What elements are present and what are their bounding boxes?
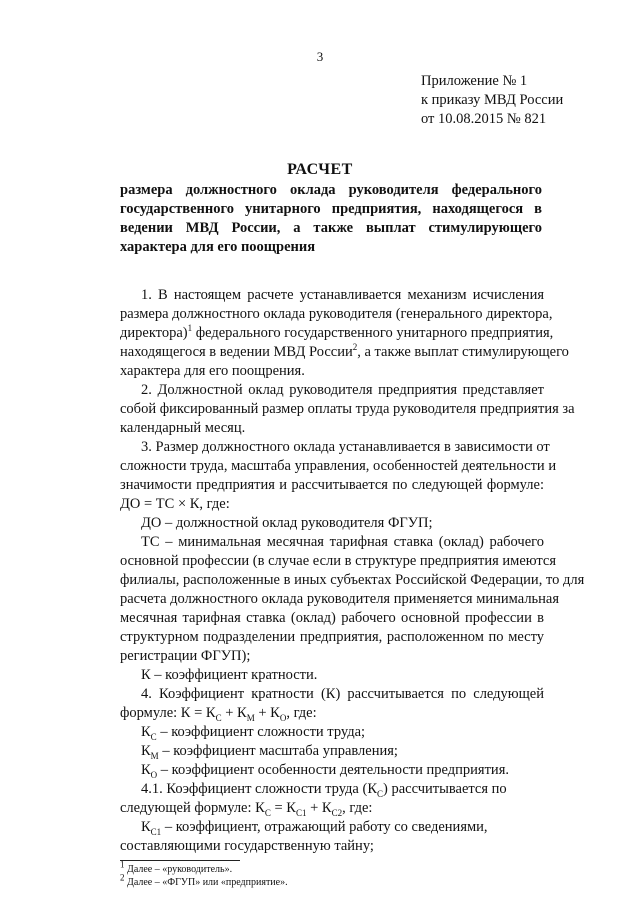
appendix-line-3: от 10.08.2015 № 821 bbox=[421, 111, 547, 127]
document-subtitle: размера должностного оклада руководителя федерального государственного унитарного предприятия, находящегося в ведении МВД России, а также выплат стимулирующего характера для его поощрения bbox=[120, 182, 542, 255]
body-line: 1. В настоящем расчете устанавливается механизм исчисления bbox=[141, 287, 544, 303]
document-title: РАСЧЕТ bbox=[287, 161, 353, 178]
body-line: филиалы, расположенные в иных субъектах Российской Федерации, то для bbox=[120, 572, 585, 588]
body-line: значимости предприятия и рассчитывается по следующей формуле: bbox=[120, 477, 544, 493]
body-line: составляющими государственную тайну; bbox=[120, 838, 374, 854]
page-number: 3 bbox=[316, 49, 324, 64]
definition-line: ТС – минимальная месячная тарифная ставка (оклад) рабочего bbox=[141, 534, 544, 550]
footnote-ref: 1 bbox=[187, 323, 193, 334]
body-line: размера должностного оклада руководителя (генерального директора, bbox=[120, 306, 553, 322]
body-line: основной профессии (в случае если в структуре предприятия имеются bbox=[120, 553, 557, 569]
appendix-line-2: к приказу МВД России bbox=[421, 92, 564, 108]
definition-line: ДО – должностной оклад руководителя ФГУП; bbox=[141, 515, 433, 531]
body-line: сложности труда, масштаба управления, особенностей деятельности и bbox=[120, 458, 557, 474]
definition-line: $К_С$ – коэффициент сложности труда; bbox=[141, 724, 366, 742]
appendix-header bbox=[421, 72, 563, 129]
body-line: месячная тарифная ставка (оклад) рабочего основной профессии в bbox=[120, 610, 544, 626]
footnote-ref: 2 bbox=[352, 342, 358, 353]
body-line: расчета должностного оклада руководителя применяется минимальная bbox=[120, 591, 560, 607]
definition-line: $К_О$ – коэффициент особенности деятельности предприятия. bbox=[141, 762, 509, 780]
definition-line: $К_{С1}$ – коэффициент, отражающий работу со сведениями, bbox=[141, 819, 488, 837]
body-line: 2. Должностной оклад руководителя предприятия представляет bbox=[141, 382, 544, 398]
footnote-2: $^2$ Далее – «ФГУП» или «предприятие». bbox=[120, 872, 288, 888]
body-line: 3. Размер должностного оклада устанавливается в зависимости от bbox=[141, 439, 550, 455]
footnote-divider bbox=[120, 860, 240, 861]
body-line: структурном подразделении предприятия, расположенном по месту bbox=[120, 629, 544, 645]
body-line: находящегося в ведении МВД России$^2$, а также выплат стимулирующего bbox=[120, 342, 569, 360]
formula-line: формуле: $К = К_С + К_М + К_О$, где: bbox=[120, 705, 317, 723]
definition-line: К – коэффициент кратности. bbox=[141, 667, 318, 683]
body-line: 4. Коэффициент кратности (К) рассчитывается по следующей bbox=[141, 686, 544, 702]
formula-line: следующей формуле: $К_С = К_{С1} + К_{С2}$, где: bbox=[120, 800, 373, 818]
body-line: характера для его поощрения. bbox=[120, 363, 305, 379]
formula-line: ДО = ТС × К, где: bbox=[120, 496, 230, 512]
footnote-1: $^1$ Далее – «руководитель». bbox=[120, 859, 233, 875]
appendix-line-1: Приложение № 1 bbox=[421, 73, 528, 89]
body-line: собой фиксированный размер оплаты труда руководителя предприятия за bbox=[120, 401, 575, 417]
body-line: 4.1. Коэффициент сложности труда $(К_С)$ рассчитывается по bbox=[141, 781, 507, 799]
body-line: календарный месяц. bbox=[120, 420, 246, 436]
body-line: регистрации ФГУП); bbox=[120, 648, 251, 664]
body-line: директора)$^1$ федерального государственного унитарного предприятия, bbox=[120, 323, 554, 341]
definition-line: $К_М$ – коэффициент масштаба управления; bbox=[141, 743, 398, 761]
